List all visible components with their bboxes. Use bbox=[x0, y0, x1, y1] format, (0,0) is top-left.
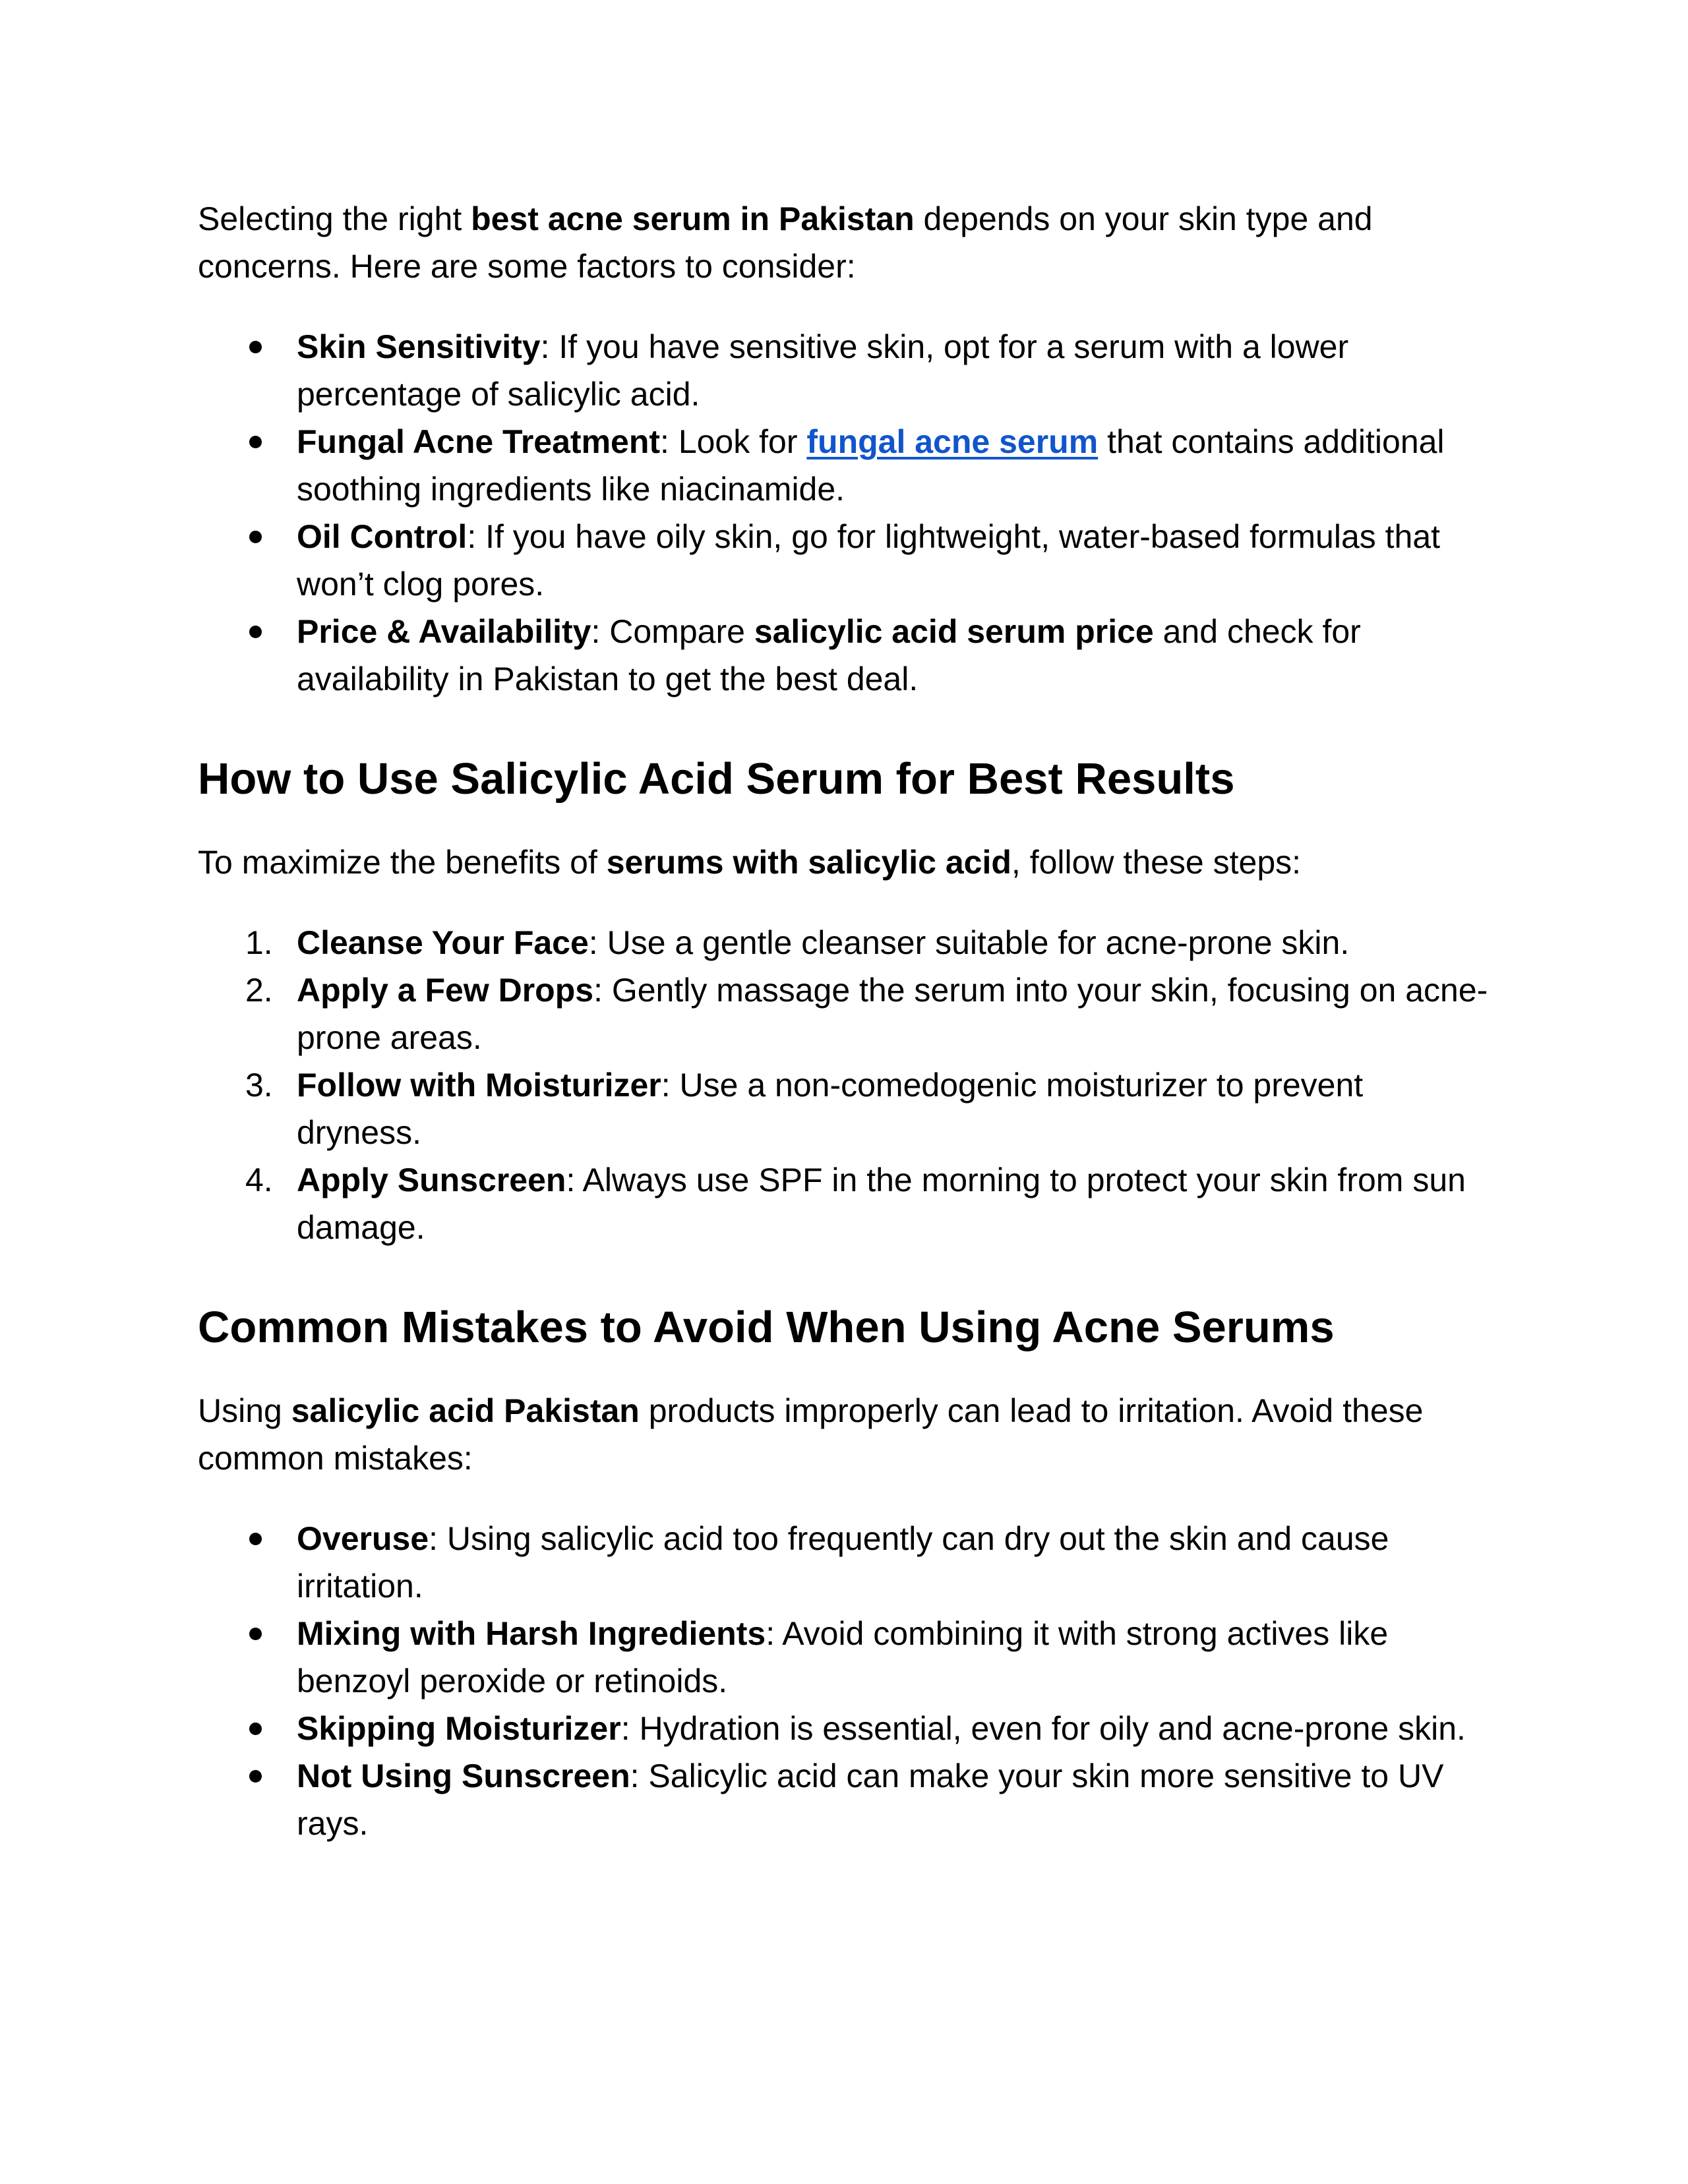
use-intro-text: To maximize the benefits of bbox=[198, 844, 607, 881]
list-item bbox=[198, 1610, 1490, 1705]
use-intro-text-end: , follow these steps: bbox=[1011, 844, 1302, 881]
list-item-term: Apply a Few Drops bbox=[297, 972, 594, 1009]
list-item-text: : If you have sensitive skin, opt for a serum with a lower percentage of salicylic acid. bbox=[297, 328, 1349, 413]
list-item bbox=[198, 1515, 1490, 1610]
document-page bbox=[198, 195, 1490, 1847]
bullet-icon bbox=[249, 341, 262, 353]
intro-paragraph bbox=[198, 195, 1490, 290]
use-intro-keyword: serums with salicylic acid bbox=[606, 844, 1011, 881]
intro-text-end: depends on your skin type and concerns. Here are some factors to consider: bbox=[198, 200, 1373, 285]
mistakes-intro-paragraph bbox=[198, 1387, 1490, 1482]
bullet-icon bbox=[249, 1723, 262, 1735]
mistakes-intro-text-end: products improperly can lead to irritation. Avoid these common mistakes: bbox=[198, 1392, 1424, 1477]
list-item-keyword: salicylic acid serum price bbox=[754, 613, 1154, 650]
list-item-term: Oil Control bbox=[297, 518, 467, 555]
list-item-text: : Avoid combining it with strong actives like benzoyl peroxide or retinoids. bbox=[297, 1615, 1389, 1699]
list-item-text: : Salicylic acid can make your skin more sensitive to UV rays. bbox=[297, 1757, 1444, 1842]
list-item-text: : Always use SPF in the morning to protect your skin from sun damage. bbox=[297, 1162, 1466, 1246]
mistakes-list bbox=[198, 1515, 1490, 1847]
list-item bbox=[198, 1061, 1490, 1156]
list-item-text: : Hydration is essential, even for oily and acne-prone skin. bbox=[620, 1710, 1466, 1747]
list-item-term: Overuse bbox=[297, 1520, 429, 1557]
list-item-term: Follow with Moisturizer bbox=[297, 1067, 661, 1104]
list-item bbox=[198, 323, 1490, 418]
list-item-text: : If you have oily skin, go for lightweight, water-based formulas that won’t clog pores. bbox=[297, 518, 1441, 603]
list-item-term: Mixing with Harsh Ingredients bbox=[297, 1615, 766, 1652]
list-item-text-end: and check for availability in Pakistan to get the best deal. bbox=[297, 613, 1361, 697]
list-item-text: : Gently massage the serum into your skin, focusing on acne-prone areas. bbox=[297, 972, 1488, 1056]
mistakes-intro-keyword: salicylic acid Pakistan bbox=[291, 1392, 640, 1429]
list-item bbox=[198, 418, 1490, 513]
list-item-term: Fungal Acne Treatment bbox=[297, 423, 661, 460]
list-item-term: Skin Sensitivity bbox=[297, 328, 541, 365]
list-item bbox=[198, 966, 1490, 1061]
bullet-icon bbox=[249, 1533, 262, 1545]
steps-list bbox=[198, 919, 1490, 1251]
list-item bbox=[198, 1705, 1490, 1752]
factors-list bbox=[198, 323, 1490, 703]
list-item bbox=[198, 1156, 1490, 1251]
list-item bbox=[198, 608, 1490, 703]
use-intro-paragraph bbox=[198, 839, 1490, 886]
step-number: 1. bbox=[245, 924, 273, 961]
bullet-icon bbox=[249, 531, 262, 543]
list-item-text: : Using salicylic acid too frequently can dry out the skin and cause irritation. bbox=[297, 1520, 1389, 1605]
list-item-text: : Compare bbox=[591, 613, 754, 650]
list-item-term: Not Using Sunscreen bbox=[297, 1757, 630, 1794]
section-heading-use: How to Use Salicylic Acid Serum for Best Results bbox=[198, 754, 1235, 804]
list-item-term: Price & Availability bbox=[297, 613, 591, 650]
list-item-term: Cleanse Your Face bbox=[297, 924, 589, 961]
list-item-text-end: that contains additional soothing ingredients like niacinamide. bbox=[297, 423, 1445, 508]
list-item-term: Apply Sunscreen bbox=[297, 1162, 566, 1198]
list-item-text: : Use a non-comedogenic moisturizer to prevent dryness. bbox=[297, 1067, 1364, 1151]
intro-keyword: best acne serum in Pakistan bbox=[471, 200, 915, 237]
bullet-icon bbox=[249, 436, 262, 448]
fungal-acne-serum-link[interactable]: fungal acne serum bbox=[806, 423, 1099, 460]
list-item-text: : Look for bbox=[660, 423, 807, 460]
list-item bbox=[198, 919, 1490, 966]
step-number: 3. bbox=[245, 1067, 273, 1104]
intro-text: Selecting the right bbox=[198, 200, 471, 237]
list-item-text: : Use a gentle cleanser suitable for acne-prone skin. bbox=[588, 924, 1350, 961]
mistakes-intro-text: Using bbox=[198, 1392, 291, 1429]
step-number: 2. bbox=[245, 972, 273, 1009]
list-item-term: Skipping Moisturizer bbox=[297, 1710, 621, 1747]
bullet-icon bbox=[249, 1628, 262, 1640]
bullet-icon bbox=[249, 626, 262, 638]
list-item bbox=[198, 1752, 1490, 1847]
bullet-icon bbox=[249, 1770, 262, 1783]
step-number: 4. bbox=[245, 1162, 273, 1198]
section-heading-mistakes: Common Mistakes to Avoid When Using Acne Serums bbox=[198, 1303, 1335, 1352]
list-item bbox=[198, 513, 1490, 608]
